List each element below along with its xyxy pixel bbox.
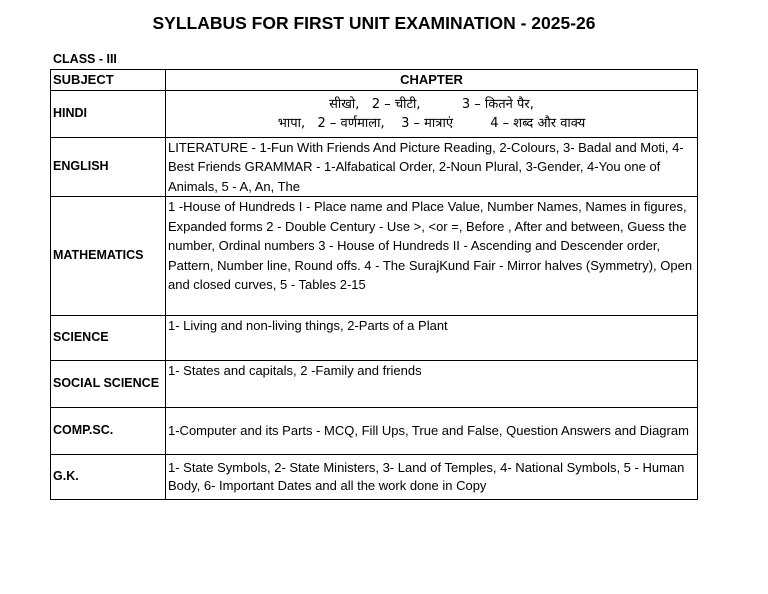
chapter-column-header: CHAPTER bbox=[166, 70, 698, 91]
chapter-cell bbox=[166, 90, 698, 137]
subject-cell: ENGLISH bbox=[51, 137, 166, 197]
header-row bbox=[51, 70, 698, 91]
table-row-mathematics bbox=[51, 197, 698, 316]
chapter-cell: 1- Living and non-living things, 2-Parts of a Plant bbox=[166, 316, 698, 361]
table-row-science bbox=[51, 316, 698, 361]
subject-column-header: SUBJECT bbox=[51, 70, 166, 91]
syllabus-table bbox=[50, 69, 698, 500]
subject-cell: SCIENCE bbox=[51, 316, 166, 361]
chapter-cell: 1- State Symbols, 2- State Ministers, 3- Land of Temples, 4- National Symbols, 5 - Human Body, 6- Important Dates and all the work done in Copy bbox=[166, 455, 698, 500]
hindi-line-1: सीखो, 2 – चीटी, 3 – कितने पैर, bbox=[329, 96, 534, 112]
hindi-line-2: भापा, 2 – वर्णमाला, 3 – मात्राएं 4 – शब्द और वाक्य bbox=[277, 115, 586, 131]
chapter-cell: LITERATURE - 1-Fun With Friends And Picture Reading, 2-Colours, 3- Badal and Moti, 4-Best Friends GRAMMAR - 1-Alfabatical Order, 2-Noun Plural, 3-Gender, 4-You one of Animals, 5 - A, An, The bbox=[166, 137, 698, 197]
document-title: SYLLABUS FOR FIRST UNIT EXAMINATION - 2025-26 bbox=[152, 13, 596, 33]
subject-cell: MATHEMATICS bbox=[51, 197, 166, 316]
subject-cell: SOCIAL SCIENCE bbox=[51, 361, 166, 408]
table-row-english bbox=[51, 137, 698, 197]
table-row-comp-sc bbox=[51, 408, 698, 455]
chapter-cell: 1- States and capitals, 2 -Family and friends bbox=[166, 361, 698, 408]
table-row-gk bbox=[51, 455, 698, 500]
class-label: CLASS - III bbox=[53, 52, 117, 66]
subject-cell: COMP.SC. bbox=[51, 408, 166, 455]
chapter-cell: 1 -House of Hundreds I - Place name and Place Value, Number Names, Names in figures, Expanded forms 2 - Double Century - Use >, <or =, Before , After and between, Guess the number, Ordinal numbers 3 - House of Hundreds II - Ascending and Descender order, Pattern, Number line, Round offs. 4 - The SurajKund Fair - Mirror halves (Symmetry), Open and closed curves, 5 - Tables 2-15 bbox=[166, 197, 698, 316]
subject-cell: HINDI bbox=[51, 90, 166, 137]
subject-cell: G.K. bbox=[51, 455, 166, 500]
table-row-social-science bbox=[51, 361, 698, 408]
table-row-hindi bbox=[51, 90, 698, 137]
chapter-cell: 1-Computer and its Parts - MCQ, Fill Ups, True and False, Question Answers and Diagram bbox=[166, 408, 698, 455]
